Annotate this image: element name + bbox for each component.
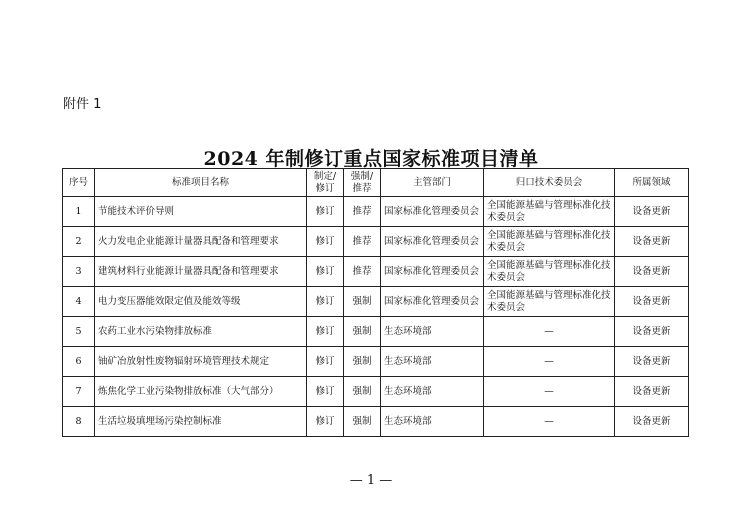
cell-nature: 推荐 bbox=[344, 227, 381, 257]
cell-field: 设备更新 bbox=[615, 287, 689, 317]
cell-dept: 生态环境部 bbox=[381, 347, 484, 377]
cell-name: 节能技术评价导则 bbox=[95, 197, 307, 227]
cell-committee: 全国能源基础与管理标准化技术委员会 bbox=[484, 227, 615, 257]
cell-type: 修订 bbox=[307, 197, 344, 227]
cell-type: 修订 bbox=[307, 227, 344, 257]
page-title: 2024 年制修订重点国家标准项目清单 bbox=[203, 148, 539, 170]
table-row bbox=[63, 347, 689, 377]
cell-committee: 全国能源基础与管理标准化技术委员会 bbox=[484, 257, 615, 287]
cell-committee: — bbox=[484, 347, 615, 377]
cell-dept: 生态环境部 bbox=[381, 407, 484, 437]
table-row bbox=[63, 407, 689, 437]
cell-nature: 强制 bbox=[344, 407, 381, 437]
header-committee: 归口技术委员会 bbox=[484, 169, 615, 197]
table-row bbox=[63, 227, 689, 257]
cell-committee: — bbox=[484, 317, 615, 347]
cell-committee: — bbox=[484, 377, 615, 407]
cell-field: 设备更新 bbox=[615, 257, 689, 287]
cell-field: 设备更新 bbox=[615, 377, 689, 407]
cell-no: 2 bbox=[63, 227, 95, 257]
cell-name: 铀矿冶放射性废物辐射环境管理技术规定 bbox=[95, 347, 307, 377]
header-name: 标准项目名称 bbox=[95, 169, 307, 197]
cell-name: 电力变压器能效限定值及能效等级 bbox=[95, 287, 307, 317]
cell-dept: 生态环境部 bbox=[381, 377, 484, 407]
cell-dept: 国家标准化管理委员会 bbox=[381, 197, 484, 227]
header-field: 所属领域 bbox=[615, 169, 689, 197]
header-type: 制定/修订 bbox=[307, 169, 344, 197]
cell-field: 设备更新 bbox=[615, 347, 689, 377]
header-nature: 强制/推荐 bbox=[344, 169, 381, 197]
cell-type: 修订 bbox=[307, 347, 344, 377]
table-row bbox=[63, 377, 689, 407]
cell-type: 修订 bbox=[307, 377, 344, 407]
cell-dept: 国家标准化管理委员会 bbox=[381, 287, 484, 317]
cell-type: 修订 bbox=[307, 317, 344, 347]
cell-name: 火力发电企业能源计量器具配备和管理要求 bbox=[95, 227, 307, 257]
cell-field: 设备更新 bbox=[615, 407, 689, 437]
cell-field: 设备更新 bbox=[615, 317, 689, 347]
cell-committee: 全国能源基础与管理标准化技术委员会 bbox=[484, 287, 615, 317]
cell-no: 3 bbox=[63, 257, 95, 287]
page-number: — 1 — bbox=[349, 473, 393, 488]
cell-dept: 国家标准化管理委员会 bbox=[381, 227, 484, 257]
cell-name: 建筑材料行业能源计量器具配备和管理要求 bbox=[95, 257, 307, 287]
cell-field: 设备更新 bbox=[615, 227, 689, 257]
table-row bbox=[63, 197, 689, 227]
table-row bbox=[63, 317, 689, 347]
standards-table bbox=[62, 168, 689, 437]
cell-no: 8 bbox=[63, 407, 95, 437]
cell-type: 修订 bbox=[307, 407, 344, 437]
cell-nature: 强制 bbox=[344, 287, 381, 317]
header-dept: 主管部门 bbox=[381, 169, 484, 197]
table-row bbox=[63, 257, 689, 287]
cell-field: 设备更新 bbox=[615, 197, 689, 227]
cell-nature: 推荐 bbox=[344, 197, 381, 227]
cell-type: 修订 bbox=[307, 287, 344, 317]
cell-dept: 国家标准化管理委员会 bbox=[381, 257, 484, 287]
cell-name: 农药工业水污染物排放标准 bbox=[95, 317, 307, 347]
cell-committee: — bbox=[484, 407, 615, 437]
cell-no: 7 bbox=[63, 377, 95, 407]
cell-nature: 推荐 bbox=[344, 257, 381, 287]
cell-name: 生活垃圾填埋场污染控制标准 bbox=[95, 407, 307, 437]
cell-nature: 强制 bbox=[344, 347, 381, 377]
cell-dept: 生态环境部 bbox=[381, 317, 484, 347]
attachment-label: 附件 1 bbox=[63, 97, 102, 112]
cell-type: 修订 bbox=[307, 257, 344, 287]
cell-committee: 全国能源基础与管理标准化技术委员会 bbox=[484, 197, 615, 227]
cell-no: 4 bbox=[63, 287, 95, 317]
cell-no: 5 bbox=[63, 317, 95, 347]
cell-nature: 强制 bbox=[344, 317, 381, 347]
table-row bbox=[63, 287, 689, 317]
header-no: 序号 bbox=[63, 169, 95, 197]
cell-no: 6 bbox=[63, 347, 95, 377]
cell-no: 1 bbox=[63, 197, 95, 227]
cell-nature: 强制 bbox=[344, 377, 381, 407]
table-header-row bbox=[63, 169, 689, 197]
cell-name: 炼焦化学工业污染物排放标准（大气部分） bbox=[95, 377, 307, 407]
